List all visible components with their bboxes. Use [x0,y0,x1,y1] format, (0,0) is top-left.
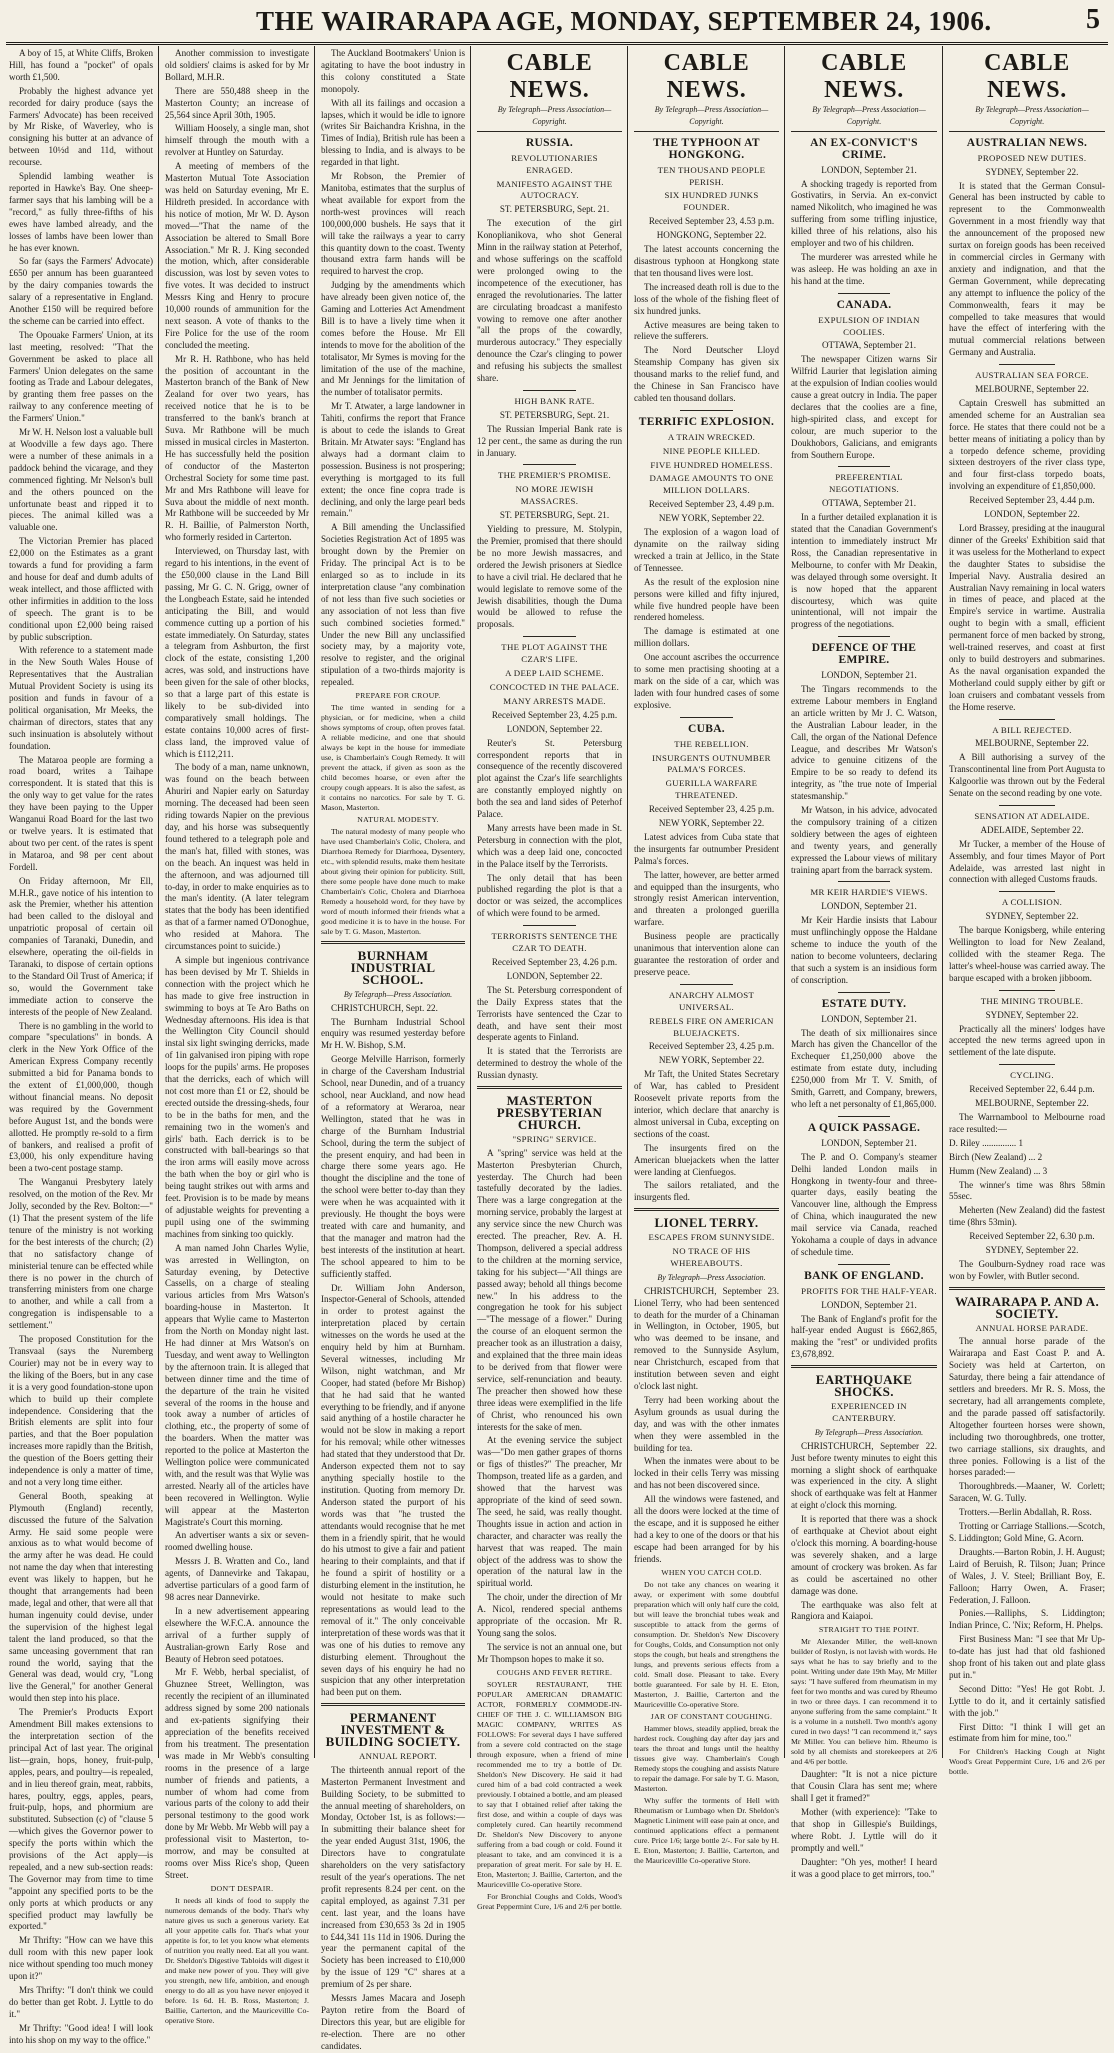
article-paragraph: The increased death roll is due to the loss of the whole of the fishing fleet of six hundred junks. [634,281,779,316]
sub-heading: "SPRING" SERVICE. [512,1133,597,1144]
byline: By Telegraph—Press Association. [343,989,453,999]
article-paragraph: The choir, under the direction of Mr A. Nicol, rendered special anthems appropriate of the occasion. Mr R. Young sang the solos. [477,1592,622,1638]
sub-heading: A BILL REJECTED. [992,724,1072,735]
article-paragraph: The Russian Imperial Bank rate is 12 per cent., the same as during the run in January. [477,423,622,458]
column-3 [316,48,470,2051]
section-heading: WAIRARAPA P. AND A. SOCIETY. [954,1293,1100,1321]
article-paragraph: The winner's time was 8hrs 58min 55sec. [949,1179,1105,1202]
section-heading: PERMANENT INVESTMENT & BUILDING SOCIETY. [325,1710,461,1750]
article-paragraph: Mr F. Webb, herbal specialist, of Ghuznee Street, Wellington, was recently the recipient of an illuminated address signed by some 200 nationals and ex-patients signifying their appreciation of the benefits received from his treatment. The presentation was made in Mr Webb's consulting rooms in the presence of a large number of friends and patients, a number of whom had come from various parts of the colony to add their personal testimony to the good work done by Mr Webb. Mr Webb will pay a professional visit to Masterton, to-morrow, and may be consulted at rooms over Miss Rice's shop, Queen Street. [165,1667,309,1880]
sub-heading: THE MINING TROUBLE. [980,995,1084,1006]
article-paragraph: The explosion of a wagon load of dynamite on the railway siding wrecked a train at Jellico, in the State of Tennessee. [634,527,779,573]
byline: By Telegraph—Press Association. [814,1427,924,1437]
article-paragraph: Reuter's St. Petersburg correspondent reports that in consequence of the recently discovered plot against the Czar's life searchlights are constantly employed nightly on both the sea and land sides of Peterhof Palace. [477,737,622,820]
page-number: 5 [1086,4,1100,35]
article-paragraph: Mr Keir Hardie insists that Labour must unflinchingly oppose the Haldane scheme to induce the youth of the nation to become volunteers, declaring that such a system is an insidious form of conscription. [791,915,937,985]
article-paragraph: It is stated that the Terrorists are determined to destroy the whole of the Russian dynasty. [477,1046,622,1081]
article-paragraph: Business people are practically unanimous that intervention alone can guarantee the restoration of order and preserve peace. [634,931,779,977]
article-paragraph: The latter, however, are better armed and equipped than the insurgents, who strongly resist American intervention, and threaten a prolonged guerilla warfare. [634,869,779,928]
section-heading: AUSTRALIAN NEWS. [966,136,1088,149]
article-paragraph: So far (says the Farmers' Advocate) £650 per annum has been guaranteed by the dairy companies towards the salary of a representative in England. Another £150 will be required before the scheme can be carried into effect. [9,256,153,326]
article-paragraph: The murderer was arrested while he was asleep. He was holding an axe in his hand at the time. [791,251,937,286]
article-paragraph: The body of a man, name unknown, was found on the beach between Ahuriri and Napier early on Saturday morning. The deceased had been seen riding towards Napier on the previous day, and his horse was subsequently found tethered to a telegraph pole and the man's hat, filled with stones, was on the beach. An inquest was held in the afternoon, and was adjourned till to-day, in order to make enquiries as to the man's identity. (A later telegram states that the body has been identified as that of a farmer named O'Donoghue, who resided at Mahora. The circumstances point to suicide.) [165,762,309,952]
dateline: SYDNEY, September 22. [985,1009,1079,1020]
article-paragraph: One account ascribes the occurrence to some men practising shooting at a mark on the side of a car, which was laden with four hundred cases of some explosive. [634,652,779,710]
article-paragraph: Probably the highest advance yet recorded for dairy produce (says the Farmers' Advocate) has been received by Mr Riske, of Waverley, who is consigning his butter at an advance of between 10½d and 11d, without recourse. [9,85,153,168]
section-heading: AN EX-CONVICT'S CRIME. [810,136,918,161]
article-paragraph: CHRISTCHURCH, September 23. Lionel Terry, who had been sentenced to death for the murder of a Chinaman in Wellington, in October, 1905, but who was deemed to be insane, and removed to the Sunnyside Asylum, near Christchurch, escaped from that institution between seven and eight o'clock last night. [634,1285,779,1391]
article-paragraph: The Opouake Farmers' Union, at its last meeting, resolved: "That the Government be asked to place all Farmers' Union delegates on the same footing as Trade and Labour delegates, by granting them free passes on the railway to any conference meeting of the Farmers' Union." [9,329,153,424]
article-paragraph: The Goulburn-Sydney road race was won by Fowler, with Butler second. [949,1258,1105,1281]
article-paragraph: Captain Creswell has submitted an amended scheme for an Australian sea force. He states that there could not be a better means of initiating a policy than by a torpedo defence scheme, providing sixteen destroyers of the river class type, and four first-class torpedo boats, involving an expenditure of £1,850,000. [949,397,1105,492]
column-1 [4,48,158,2045]
dateline: Received September 23, 4.25 p.m. [648,1041,775,1052]
cable-news-title: CABLE NEWS. [821,50,907,103]
byline: By Telegraph—Press Association—Copyright. [812,105,926,126]
section-heading: TERRIFIC EXPLOSION. [638,415,775,428]
article-paragraph: Trotting or Carriage Stallions.—Scotch, S. Liddington; Gold Mine, G. Acorn. [949,1521,1105,1543]
article-paragraph: Mr Watson, in his advice, advocated the compulsory training of a citizen soldiery between the ages of eighteen and twenty years, and generally expressed the Labour views of military training apart from the barrack system. [791,805,937,875]
article-paragraph: The sailors retaliated, and the insurgents fled. [634,1180,779,1203]
article-paragraph: A Bill amending the Unclassified Societies Registration Act of 1895 was brought down by the Premier on Friday. The principal Act is to be enlarged so as to include in its interpretation clause "any combination of not less than five such societies or any association of not less than five such combined societies formed." Under the new Bill any unclassified society may, by a majority vote, resolve to register, and the original stipulation of a two-thirds majority is repealed. [321,522,465,688]
article-paragraph: In a further detailed explanation it is stated that the Canadian Government's intention to immediately instruct Mr Ross, the Canadian representative in Melbourne, to confer with Mr Deakin, was delayed through some oversight. It is now hoped that the apparent discourtesy, which was quite unintentional, will not impair the progress of the negotiations. [791,512,937,630]
article-paragraph: Many arrests have been made in St. Petersburg in connection with the plot, which was a deep laid one, concocted in the Palace itself by the Terrorists. [477,822,622,869]
dateline: LONDON, September 22. [984,509,1080,520]
byline: By Telegraph—Press Association—Copyright. [654,105,769,126]
article-paragraph: Another commission to investigate old soldiers' claims is asked for by Mr Bollard, M.H.R. [165,48,309,82]
cable-news-title: CABLE NEWS. [984,50,1070,103]
article-paragraph: The execution of the girl Konoplianikova, who shot General Minn in the railway station at Peterhof, and whose sufferings on the scaffold were prolonged owing to the incompetence of the executioner, has enraged the revolutionaries. The latter are circulating broadcast a manifesto vowing to remove one after another "all the props of the cowardly, murderous autocracy." They especially denounce the Czar's clinging to power and refusing his subjects the smallest share. [477,218,622,384]
article-paragraph: Latest advices from Cuba state that the insurgents far outnumber President Palma's forces. [634,831,779,866]
article-paragraph: The newspaper Citizen warns Sir Wilfrid Laurier that legislation aiming at the expulsion of Indian coolies would cause a great outcry in India. The paper declares that the coolies are a fine, high-spirited class, and except for colour, are much superior to the Doukhobors, Galicians, and emigrants from Southern Europe. [791,354,937,460]
sub-heading: CONCOCTED IN THE PALACE. [489,681,620,692]
section-heading: DEFENCE OF THE EMPIRE. [811,642,917,667]
advert-heading: JAR OF CONSTANT COUGHING. [650,1711,773,1721]
advert-body: Mr Alexander Miller, the well-known builder of Roslyn, is not lavish with words. He says what he has to say briefly and to the point. Writing under date 19th May, Mr Miller says: "I have suffered from rheumatism in my feet for two months and was cured by Rheumo in two or three days. I can recommend it to anyone suffering from the same complaint." It is a volume in a nutshell. Two month's agony cured in two days! "I can recommend it," says Mr Miller. You can believe him. Rheumo is sold by all chemists and storekeepers at 2/6 and 4/6 per bottle. [791,1637,937,1767]
masthead [6,4,1108,45]
dateline: LONDON, September 22. [506,970,603,981]
article-paragraph: The Premier's Products Export Amendment Bill makes extensions to the interpretation section of the principal Act of last year. The original list—grain, hops, honey, fruit-pulp, apples, pears, and poultry—is repealed, and in lieu thereof grain, meat, rabbits, hares, poultry, eggs, apples, pears, fruit-pulp, hops, and phormium are substituted. Subsection (c) of "clause 5—which gives the Governor power to specify the ports within which the provisions of the Act apply—is repealed, and a new sub-section reads: The Governor may from time to time "appoint any specified ports to be the only ports at which products or any specified product may lawfully be exported." [9,1707,153,1932]
article-paragraph: The Bank of England's profit for the half-year ended August is £662,865, making the "rest" or undivided profits £3,678,892. [791,1313,937,1360]
section-heading: A QUICK PASSAGE. [807,1121,921,1134]
column-rule [314,46,315,1758]
article-paragraph: A boy of 15, at White Cliffs, Broken Hill, has found a "pocket" of opals worth £1,500. [9,48,153,82]
dateline: Received September 23, 4.25 p.m. [648,804,775,815]
advert-heading: WHEN YOU CATCH COLD. [661,1567,762,1577]
section-heading: BURNHAM INDUSTRIAL SCHOOL. [350,948,436,987]
dateline: Received September 23, 4.49 p.m. [648,499,775,510]
article-paragraph: With reference to a statement made in the New South Wales House of Representatives that the Australian Mutual Provident Society is using its position and funds in favour of a political organisation, Mr Meeks, the chairman of directors, states that any such insinuation is absolutely without foundation. [9,645,153,751]
article-paragraph: The death of six millionaires since March has given the Chancellor of the Exchequer £1,250,000 above the estimate from estate duty, including £250,000 from Mr T. V. Smith, of Smith, Garrett, and Company, brewers, who left a net personalty of £1,865,000. [791,1027,937,1109]
dateline: Received September 23, 4.26 p.m. [491,957,618,967]
article-paragraph: Mr Thrifty: "How can we have this dull room with this new paper look nice without spending too much money upon it?" [9,1935,153,1982]
advert-body: The time wanted in sending for a physician, or for medicine, when a child shows symptoms of croup, often proves fatal. A reliable medicine, and one that should always be kept in the house for immediate use, is Chamberlain's Cough Remedy. It will prevent the attack, if given as soon as the child becomes hoarse, or even after the croupy cough appears. It is also the safest, as it contains no narcotics. For sale by T. G. Mason, Masterton. [321,703,465,813]
sub-heading: PROFITS FOR THE HALF-YEAR. [801,1285,937,1296]
dateline: LONDON, September 21. [821,1013,917,1024]
article-paragraph: At the evening service the subject was—"Do men gather grapes of thorns or figs of thistles?" The preacher, Mr Thompson, treated life as a garden, and showed that the harvest was appropriate of the kind of seed sown. The seed, he said, was really thought. Thoughts issue in action and action in character, and character was really the harvest that was reaped. The main object of the address was to show the operation of the natural law in the spiritual world. [477,1435,622,1589]
article-paragraph: Messrs J. B. Wratten and Co., land agents, of Dannevirke and Takapau, advertise particulars of a good farm of 98 acres near Dannevirke. [165,1556,309,1602]
article-paragraph: In a new advertisement appearing elsewhere the W.F.C.A. announce the arrival of a further supply of Australian-grown Early Rose and Beauty of Hebron seed potatoes. [165,1605,309,1664]
race-result: D. Riley ............... 1 [949,1137,1024,1148]
sub-heading: AUSTRALIAN SEA FORCE. [975,370,1089,381]
article-paragraph: A man named John Charles Wylie, was arrested in Wellington, on Saturday evening, by Detective Cassells, on a charge of stealing various articles from Mrs Watson's boarding-house in Masterton. It appears that Wylie came to Masterton from the North on Monday night last. He had dinner at Mrs Watson's on Tuesday, and went away to Wellington by the afternoon train. It is alleged that between dinner time and the time of the departure of the train he visited several of the rooms in the house and took away a number of articles of clothing, etc., the property of some of the boarders. When the matter was reported to the police at Masterton the Wellington police were communicated with, and the result was that Wylie was arrested. Nearly all of the articles have been recovered in Wellington. Wylie will appear at the Masterton Magistrate's Court this morning. [165,1242,309,1527]
race-result: Humm (New Zealand) ... 3 [949,1165,1048,1176]
sub-heading: THE PREMIER'S PROMISE. [497,470,612,481]
dateline: NEW YORK, September 22. [658,1055,765,1066]
article-paragraph: The St. Petersburg correspondent of the Daily Express states that the Terrorists have sentenced the Czar to death, and have sent their most desperate agents to Finland. [477,984,622,1043]
article-paragraph: The Nord Deutscher Lloyd Steamship Company has given six thousand marks to the relief fund, and the Chinese in San Francisco have cabled ten thousand dollars. [634,345,779,403]
article-paragraph: Meherten (New Zealand) did the fastest time (8hrs 53min). [949,1205,1105,1228]
article-paragraph: The Victorian Premier has placed £2,000 on the Estimates as a grant towards a fund for providing a farm and house for deaf and dumb adults of weak intellect, and those afflicted with other infirmities in addition to the loss of speech. The grant is to be conditional upon £2,000 being raised by public subscription. [9,536,153,642]
article-paragraph: Mr Tucker, a member of the House of Assembly, and four times Mayor of Port Adelaide, was arrested last night in connection with alleged Customs frauds. [949,838,1105,885]
article-paragraph: CHRISTCHURCH, September 22. Just before twenty minutes to eight this morning a slight shock of earthquake was experienced in the city. A slight shock of earthquake was felt at Hanmer at eight o'clock this morning. [791,1440,937,1511]
dateline: ADELAIDE, September 22. [980,824,1084,835]
sub-heading: MR KEIR HARDIE'S VIEWS. [810,887,928,898]
sub-heading: REVOLUTIONARIES ENRAGED. [511,152,598,175]
article-paragraph: CHRISTCHURCH, Sept. 22. [331,1002,438,1013]
dateline: SYDNEY, September 22. [985,166,1079,177]
article-paragraph: Second Ditto: "Yes! He got Robt. J. Lyttle to do it, and it certainly satisfied with the job." [949,1683,1105,1718]
article-paragraph: The earthquake was also felt at Rangiora and Kaiapoi. [791,1599,937,1622]
article-paragraph: The only detail that has been published regarding the plot is that a doctor or was seized, the accomplices of which were found to be armed. [477,872,622,919]
dateline: MELBOURNE, September 22. [975,738,1089,749]
column-2 [160,48,314,2025]
dateline: ST. PETERSBURG, Sept. 21. [499,409,610,420]
section-heading: EARTHQUAKE SHOCKS. [815,1372,913,1400]
dateline: ST. PETERSBURG, Sept. 21. [499,510,610,521]
sub-heading: SENSATION AT ADELAIDE. [974,810,1090,821]
advert-body: For Children's Hacking Cough at Night Wood's Great Peppermint Cure, 1/6 and 2/6 per bottle. [949,1747,1105,1777]
sub-heading: EXPERIENCED IN CANTERBURY. [831,1401,907,1423]
article-paragraph: The Auckland Bootmakers' Union is agitating to have the boot industry in this colony constituted a State monopoly. [321,48,465,94]
article-paragraph: Splendid lambing weather is reported in Hawke's Bay. One sheep-farmer says that his lambing will be a "record," as fully three-fifths of his ewes have lambed already, and the losses of lambs have been lower than he has ever known. [9,171,153,253]
article-paragraph: Messrs James Macara and Joseph Payton retire from the Board of Directors this year, but are eligible for re-election. There are no other candidates. [321,1993,465,2051]
advert-heading: COUGHS AND FEVER RETIRE. [496,1667,613,1677]
sub-heading: ANNUAL HORSE PARADE. [975,1322,1089,1333]
article-paragraph: A "spring" service was held at the Masterton Presbyterian Church, yesterday. The Church had been tastefully decorated by the ladies. There was a large congregation at the morning service, probably the largest at any service since the new Church was erected. The preacher, Rev. A. H. Thompson, delivered a special address to the children at the morning service, taking for his subject—"All things are passed away; behold all things become new." In his address to the congregation he took for his subject—"The message of a flower." During the course of an eloquent sermon the preacher took as an illustration a daisy, and explained that the three main ideas to be derived from that flower were service, self-renunciation and beauty. The preacher then showed how these three ideas were exemplified in the life of Christ, who renounced his own interests for the sake of men. [477,1147,622,1432]
article-paragraph: There is no gambling in the world to compare "speculations" in bonds. A clerk in the New York Office of the American Express Company recently submitted a bid for Panama bonds to the extent of £1,000,000, though without financial means. No deposit was required by the Government before August 1st, and the bonds were allotted. He promptly re-sold to a firm of bankers, and realised a profit of £3,000, his only expenditure having been a two-cent postage stamp. [9,1020,153,1174]
article-paragraph: Judging by the amendments which have already been given notice of, the Gaming and Lotteries Act Amendment Bill is to have a lively time when it comes before the House. Mr Ell intends to move for the abolition of the totalisator, Mr Symes is moving for the limitation of the use of the machine, and Mr Jennings for the limitation of the number of totalisator permits. [321,280,465,398]
dateline: LONDON, September 21. [821,1137,917,1148]
section-heading: LIONEL TERRY. [654,1215,759,1231]
section-heading: CUBA. [688,722,725,735]
advert-heading: NATURAL MODESTY. [357,815,439,825]
article-paragraph: The annual horse parade of the Wairarapa and East Coast P. and A. Society was held at Carterton, on Saturday, there being a fair attendance of settlers and breeders. Mr R. S. Moss, the secretary, had all arrangements complete, and the parade passed off satisfactorily. Altogether fourteen horses were shown, including two thoroughbreds, one trotter, two carriage stallions, six draughts, and three ponies. Following is a list of the horses paraded:— [949,1336,1105,1478]
article-paragraph: As the result of the explosion nine persons were killed and fifty injured, while five hundred people have been rendered homeless. [634,576,779,623]
article-paragraph: The Tingars recommends to the extreme Labour members in England an article written by Mr J. C. Watson, the Australian Labour leader, in the Call, the organ of the National Defence League, and describes Mr Watson's advice to genuine citizens of the Empire to be so ready to defend its integrity, as "the true note of Imperial statesmanship." [791,683,937,802]
column-6 [786,48,942,1879]
article-paragraph: The insurgents fired on the American bluejackets when the latter were landing at Cienfuegos. [634,1142,779,1177]
article-paragraph: Interviewed, on Thursday last, with regard to his intentions, in the event of the £50,000 clause in the Land Bill passing, Mr G. C. N. Grigg, owner of the Longbeach Estate, said he intended anticipating the Bill, and would commence cutting up a portion of his estate immediately. On Saturday, states a telegram from Ashburton, the first clock of the estate, consisting 1,200 acres, was sold, and instructions have been given for the sale of other blocks, so that a large part of this estate is likely to be sub-divided into comparatively small holdings. The estate contains 10,000 acres of first-class land, the improved value of which is £112,211. [165,546,309,759]
dateline: SYDNEY, September 22. [985,1245,1079,1256]
article-paragraph: Dr. William John Anderson, Inspector-General of Schools, attended in order to protest against the interpretation placed by certain witnesses on the words he used at the enquiry held by him at Burnham. Several witnesses, including Mr Wilson, night watchman, and Mr Cooper, had stated (before Mr Bishop) that he had said that he wanted everything to be friendly, and if anyone said anything of a hostile character he would not be slow in making a report for his removal; while other witnesses had stated that they understood that Dr. Anderson expected them not to say anything specially hostile to the institution. Quoting from memory Dr. Anderson stated the purport of his words was that "he trusted the attendants would recognise that he met them in a friendly spirit, that he would do his utmost to give a fair and patient hearing to their complaints, and that if he found a spirit of hostility or a disturbing element in the institution, he would not hesitate to make such representations as would lead to the removal of it." The only conceivable interpretation of these words was that it was one of his duties to remove any disturbing element. Throughout the seven days of his enquiry he had no suspicion that any other interpretation had been put on them. [321,1282,465,1698]
dateline: OTTAWA, September 21. [821,498,916,509]
dateline: LONDON, September 21. [821,670,917,681]
sub-heading: MANIFESTO AGAINST THE AUTOCRACY. [496,178,613,201]
column-4 [472,48,627,1911]
article-paragraph: Mrs Thrifty: "I don't think we could do better than get Robt. J. Lyttle to do it." [9,1985,153,2019]
dateline: NEW YORK, September 22. [658,818,765,829]
sub-heading: PREFERENTIAL NEGOTIATIONS. [828,472,903,495]
sub-heading: ANNUAL REPORT. [359,1750,437,1761]
sub-heading: FIVE HUNDRED HOMELESS. [650,459,773,470]
article-paragraph: The P. and O. Company's steamer Delhi landed London mails in Hongkong in twenty-four and three-quarter days, easily beating the Vancouver line, although the Empress of China, which inaugurated the new mail service via Canada, reached Yokohama a couple of days in advance of schedule time. [791,1151,937,1257]
article-paragraph: There are 550,488 sheep in the Masterton County; an increase of 25,564 since April 30th, 1905. [165,85,309,120]
column-rule [942,46,943,1758]
article-paragraph: The service is not an annual one, but Mr Thompson hopes to make it so. [477,1641,622,1664]
sub-heading: EXPULSION OF INDIAN COOLIES. [818,314,920,337]
column-rule [470,46,471,1758]
article-paragraph: Ponies.—Ralliphs, S. Liddington; Indian Prince, C. 'Nix; Reform, H. Phelps. [949,1608,1105,1631]
column-rule [784,46,785,1758]
dateline: OTTAWA, September 21. [821,340,916,351]
dateline: MELBOURNE, September 22. [975,384,1089,395]
sub-heading: THE REBELLION. [674,738,749,749]
sub-heading: THE PLOT AGAINST THE CZAR'S LIFE. [501,642,608,665]
sub-heading: A TRAIN WRECKED. [667,431,756,442]
article-paragraph: The latest accounts concerning the disastrous typhoon at Hongkong state that ten thousand lives were lost. [634,244,779,278]
byline: By Telegraph—Press Association—Copyright. [975,105,1089,126]
sub-heading: TEN THOUSAND PEOPLE PERISH. [657,164,766,187]
advert-body: Hammer blows, steadily applied, break the hardest rock. Coughing day after day jars and tears the throat and lungs until the healthy tissues give way. Chamberlain's Cough Remedy stops the coughing and assists Nature to repair the damage. For sale by T. G. Mason, Masterton. [634,1723,779,1793]
column-rule [158,46,159,1758]
article-paragraph: An advertiser wants a six or seven-roomed dwelling house. [165,1530,309,1553]
article-paragraph: Mother (with experience): "Take to that shop in Gillespie's Buildings, where Robt. J. Lyttle will do it promptly and well." [791,1807,937,1853]
section-heading: BANK OF ENGLAND. [804,1269,924,1282]
article-paragraph: First Ditto: "I think I will get an estimate from him for mine, too." [949,1721,1105,1744]
advert-heading: STRAIGHT TO THE POINT. [818,1625,920,1635]
article-paragraph: The damage is estimated at one million dollars. [634,626,779,649]
cable-news-title: CABLE NEWS. [506,50,593,103]
dateline: LONDON, September 21. [821,901,917,912]
sub-heading: DAMAGE AMOUNTS TO ONE MILLION DOLLARS. [649,473,774,496]
article-paragraph: Daughter: "It is not a nice picture that Cousin Clara has sent me; where shall I get it framed?" [791,1769,937,1804]
article-paragraph: Mr R. H. Rathbone, who has held the position of accountant in the Masterton branch of the Bank of New Zealand for over two years, has received notice that he is to be transferred to the bank's branch at Suva. Mr Rathbone will be much missed in musical circles in Masterton. He has successfully held the position of conductor of the Masterton Orchestral Society for some time past. Mr and Mrs Rathbone will leave for Suva about the middle of next month. Mr Rathbone will be succeeded by Mr R. H. Baillie, of Palmerston North, who formerly resided in Carterton. [165,353,309,543]
dateline: Received September 23, 4.44 p.m. [969,495,1095,506]
advert-body: For Bronchial Coughs and Colds, Wood's Great Peppermint Cure, 1/6 and 2/6 per bottle. [477,1891,622,1911]
article-paragraph: Mr Taft, the United States Secretary of War, has cabled to President Roosevelt private reports from the interior, which declare that anarchy is almost universal in Cuba, excepting on sections of the coast. [634,1069,779,1139]
dateline: SYDNEY, September 22. [985,911,1079,922]
sub-heading: NO TRACE OF HIS WHEREABOUTS. [670,1246,751,1268]
article-paragraph: When the inmates were about to be locked in their cells Terry was missing and has not been discovered since. [634,1456,779,1491]
article-paragraph: On Friday afternoon, Mr Ell, M.H.R., gave notice of his intention to ask the Premier, whether his attention had been called to the disloyal and unpatriotic proposal of certain oil companies of Taranaki, Dunedin, and elsewhere, operating the oil-fields in Taranaki, to dispose of certain options to the Standard Oil Trust of America; if so, would the Government take immediate action to conserve the interests of the people of New Zealand. [9,875,153,1017]
dateline: Received September 22, 6.44 p.m. [969,1084,1095,1095]
column-7 [944,48,1110,1777]
newspaper-title: THE WAIRARAPA AGE, MONDAY, SEPTEMBER 24, 1906. [256,6,992,36]
column-5 [629,48,784,1865]
byline: By Telegraph—Press Association—Copyright. [497,105,612,126]
sub-heading: A COLLISION. [1001,897,1063,908]
advert-body: SOYLER RESTAURANT, THE POPULAR AMERICAN DRAMATIC ACTOR, FORMERLY COMMODE-IN-CHIEF OF THE J. C. WILLIAMSON BIG MAGIC COMPANY, WRITES AS FOLLOWS: For several days I have suffered from a severe cold contracted on the stage through exposure, when a friend of mine recommended me to try a bottle of Dr. Sheldon's New Discovery. He said it had cured him of a bad cold contracted a week previously. I obtained a bottle, and am pleased to say that I obtained relief after taking the first dose, and within a couple of days was completely cured. Can heartily recommend Dr. Sheldon's New Discovery to anyone suffering from a bad cough or cold. Found it pleasant to take, and am convinced it is a preparation of great merit. For sale by H. E. Eton, Masterton; J. Baillie, Carterton, and the Mauricevillle Co-operative Store. [477,1679,622,1889]
article-paragraph: Yielding to pressure, M. Stolypin, the Premier, promised that there should be no more Jewish massacres, and ordered the Jewish prisoners at Siedlce to have a civil trial. He declared that he would legislate to remove some of the Jewish disabilities, though the Duma would be allowed to refuse the proposals. [477,524,622,630]
article-paragraph: The Wanganui Presbytery lately resolved, on the motion of the Rev. Mr Jolly, seconded by the Rev. Bolton:—"(1) That the present system of the life tenure of the ministry is not working for the best interests of the church; (2) that no satisfactory change of ministerial tenure can be effected while there is no power in the church of transferring ministers from one charge to another, and while a call from a congregation is indispensable to a settlement." [9,1177,153,1331]
article-paragraph: Draughts.—Barton Robin, J. H. August; Laird of Beruish, R. Tilson; Juan; Prince of Wales, J. V. Steel; Brilliant Boy, E. Falloon; Harry Owen, A. Fraser; Federation, J. Falloon. [949,1546,1106,1605]
article-paragraph: The Warrnambool to Melbourne road race resulted:— [949,1111,1105,1134]
article-paragraph: William Hoosely, a single man, shot himself through the mouth with a revolver at Huntley on Saturday. [165,123,309,158]
byline: By Telegraph—Press Association. [657,1272,766,1282]
dateline: ST. PETERSBURG, Sept. 21. [499,204,610,215]
article-paragraph: Trotters.—Berlin Abdallah, R. Ross. [959,1507,1092,1518]
advert-body: Why suffer the torments of Hell with Rheumatism or Lumbago when Dr. Sheldon's Magnetic Liniment will ease pain at once, and continued applications effect a permanent cure. Price 1/6; large bottle 2/-. For sale by H. E. Eton, Masterton; J. Baillie, Carterton, and the Mauricevillle Co-operative Store. [634,1795,779,1865]
dateline: Received September 22, 6.30 p.m. [969,1231,1095,1242]
sub-heading: NO MORE JEWISH MASSACRES. [515,484,594,507]
advert-heading: PREPARE FOR CROUP. [355,691,441,701]
article-paragraph: The thirteenth annual report of the Masterton Permanent Investment and Building Society, to be submitted to the annual meeting of shareholders, on Monday, October 1st, is as follows:—In submitting their balance sheet for the year ended August 31st, 1906, the Directors have to congratulate shareholders on the very satisfactory result of the year's operations. The net profit represents 8.24 per cent. on the capital employed, as against 7.31 per cent. last year, and the loans have increased from £30,653 3s 2d in 1905 to £44,341 11s 11d in 1906. During the year the permanent capital of the Society has been increased to £10,000 by the issue of 129 "C" shares at a premium of 2s per share. [321,1764,465,1990]
advert-body: It needs all kinds of food to supply the numerous demands of the body. That's why nature gives us such a generous variety. Eat all your appetite calls for. That's what your appetite is for, to let you know what elements of nutrition you really need. Eat all you want. Dr. Sheldon's Digestive Tabloids will digest it and make new power of you. They will give you strength, new life, ambition, and enough energy to do all as you have never enjoyed it before. 1s 6d. H. B. Ross, Masterton; J. Baillie, Carterton, and the Mauricevillle Co-operative Store. [165,1895,309,2025]
article-paragraph: It is reported that there was a shock of earthquake at Cheviot about eight o'clock this morning. A boarding-house was severely shaken, and a large amount of crockery was broken. As far as could be ascertained no other damage was done. [791,1514,937,1596]
section-heading: ESTATE DUTY. [821,997,907,1010]
sub-heading: A DEEP LAID SCHEME. [505,668,604,679]
sub-heading: PROPOSED NEW DUTIES. [977,152,1087,163]
article-paragraph: All the windows were fastened, and all the doors were locked at the time of the escape, and it is supposed he either had a key to one of the doors or that his escape had been arranged for by his friends. [634,1494,779,1564]
dateline: LONDON, September 22. [506,723,603,734]
sub-heading: HIGH BANK RATE. [514,395,595,406]
sub-heading: TERRORISTS SENTENCE THE CZAR TO DEATH. [491,931,618,954]
article-paragraph: Practically all the miners' lodges have accepted the new terms agreed upon in settlement of the late dispute. [949,1023,1105,1058]
article-paragraph: Thoroughbreds.—Maaner, W. Corlett; Saracen, W. G. Tully. [949,1481,1105,1504]
article-paragraph: Mr Robson, the Premier of Manitoba, estimates that the surplus of wheat available for export from the north-west provinces will reach 100,000,000 bushels. He says that it will take the railways a year to carry this quantity down to the coast. Twenty thousand extra farm hands will be required to harvest the crop. [321,171,465,277]
sub-heading: ANARCHY ALMOST UNIVERSAL. [668,989,755,1012]
advert-body: Do not take any chances on wearing it away, or experiment with some doubtful preparation which will only half cure the cold, but will leave the bronchial tubes weak and susceptible to attack from the germs of consumption. Dr. Sheldon's New Discovery for Coughs, Colds, and Consumption not only stops the cough, but heals and strengthens the lungs, and prevents serious effects from a cold. Small dose. Pleasant to take. Every bottle guaranteed. For sale by H. E. Eton, Masterton, J. Baillie, Carterton and the Mauricevillle Co-operative Store. [634,1579,779,1709]
article-paragraph: Active measures are being taken to relieve the sufferers. [634,319,779,342]
dateline: MELBOURNE, September 22. [975,1098,1089,1109]
cable-news-title: CABLE NEWS. [663,50,750,103]
article-paragraph: Mr W. H. Nelson lost a valuable bull at Woodville a few days ago. There were a number of these animals in a paddock behind the vicarage, and they commenced fighting. Mr Nelson's bull and the others pounced on the unfortunate beast and ripped it to pieces. The animal killed was a valuable one. [9,427,153,533]
sub-heading: MANY ARRESTS MADE. [503,695,606,706]
dateline: Received September 23, 4.25 p.m. [491,709,618,720]
section-heading: THE TYPHOON AT HONGKONG. [653,136,760,161]
sub-heading: CYCLING. [1010,1070,1054,1081]
section-heading: CANADA. [836,298,892,311]
article-paragraph: Mr Thrifty: "Good idea! I will look into his shop on my way to the office." [9,2022,153,2045]
sub-heading: GUERILLA WARFARE THREATENED. [665,778,758,801]
sub-heading: ESCAPES FROM SUNNYSIDE. [648,1232,775,1243]
article-paragraph: George Melville Harrison, formerly in charge of the Caversham Industrial School, near Dunedin, and of a truancy school, near Auckland, and now head of a reformatory at Weraroa, near Wellington, stated that he was in charge of the Burnham Industrial School, during the term the subject of the present enquiry, and had been in charge there some years ago. He thought the discipline and the tone of the school were better to-day than they were when he was acquainted with it previously. He thought the boys were treated with care and humanity, and that the manager and matron had the best interests of the institution at heart. The school appeared to him to be sufficiently staffed. [321,1054,465,1279]
dateline: HONGKONG, September 22. [656,230,767,241]
article-paragraph: The barque Konigsberg, while entering Wellington to load for New Zealand, collided with the steamer Rega. The latter's wheel-house was carried away. The barque escaped with a broken jibboom. [949,925,1105,983]
sub-heading: INSURGENTS OUTNUMBER PALMA'S FORCES. [652,752,771,775]
dateline: Received September 23, 4.53 p.m. [648,216,775,227]
article-paragraph: Mr T. Atwater, a large landowner in Tahiti, confirms the report that France is about to cede the islands to Great Britain. Mr Atwater says: "England has always had a dormant claim to possession. Business is not prospering; everything is mortgaged to its full extent; the once fine copra trade is declining, and only the large pearl beds remain." [321,401,465,519]
article-paragraph: Daughter: "Oh yes, mother! I heard it was a good place to get mirrors, too." [791,1856,937,1879]
race-result: Birch (New Zealand) ... 2 [949,1151,1043,1162]
dateline: NEW YORK, September 22. [658,513,765,524]
advert-body: The natural modesty of many people who have used Chamberlain's Colic, Cholera, and Diarrhoea Remedy for Diarrhoea, Dysentery, etc., with splendid results, make them hesitate about giving their opinion for publicity. Still, there some people have done much to make Chamberlain's Colic, Cholera and Diarrhoea Remedy a household word, for they have by word of mouth informed their friends what a good medicine it is to have in the house. For sale by T. G. Mason, Masterton. [321,827,465,937]
sub-heading: NINE PEOPLE KILLED. [662,445,761,456]
dateline: LONDON, September 21. [821,164,917,175]
advert-heading: DON'T DESPAIR. [210,1883,274,1893]
article-paragraph: A simple but ingenious contrivance has been devised by Mr T. Shields in connection with the project which he has made to give free instruction in swimming to boys at Te Aro Baths on Wednesday afternoons. His idea is that the Wellington City Council should instal six light swinging derricks, made of 1in galvanised iron piping with rope loops for the pupils' arms. He proposes that the derricks, each of which will not cost more than £1 or £2, should be erected outside the dressing-sheds, four to be in the baths for men, and the remaining two in the women's and girls' bath. Each derrick is to be constructed with ball-bearings so that the iron arms will easily move across the bath when the boy or girl who is being taught strikes out with arms and feet. Provision is to be made by means of adjustable weights for preventing a pupil using one of the swimming machines from sinking too quickly. [165,954,309,1239]
section-heading: RUSSIA. [525,136,574,149]
article-paragraph: A Bill authorising a survey of the Transcontinental line from Port Augusta to Kalgoorlie was thrown out by the Federal Senate on the second reading by one vote. [949,752,1105,799]
article-paragraph: The Burnham Industrial School enquiry was resumed yesterday before Mr H. W. Bishop, S.M. [321,1016,465,1051]
sub-heading: REBELS FIRE ON AMERICAN BLUEJACKETS. [649,1015,774,1038]
article-paragraph: General Booth, speaking at Plymouth (England) recently, discussed the future of the Salvation Army. He said some people were anxious as to what would become of the army after he was dead. He could not name the day when that interesting event was likely to happen, but he thought that arrangements had been made, legal and other, that were all that human ingenuity could devise, under the supervision of the highest legal talent the land produced, so that the same unceasing government that ran round the world, saying that the General was dead, would cry, "Long live the General," for another General would then step into his place. [9,1490,153,1704]
article-paragraph: First Business Man: "I see that Mr Up-to-date has just had that old fashioned shop front of his taken out and plate glass put in." [949,1634,1105,1680]
article-paragraph: A shocking tragedy is reported from Gostivatirs, in Servia. An ex-convict named Nikolitch, who imagined he was suffering from some trifling injustice, killed three of his relations, also his employer and two of his children. [791,178,937,249]
section-heading: MASTERTON PRESBYTERIAN CHURCH. [496,1093,603,1132]
sub-heading: SIX HUNDRED JUNKS FOUNDER. [664,190,759,213]
article-paragraph: A meeting of members of the Masterton Mutual Tote Association was held on Saturday evening, Mr E. Hildreth presided. In accordance with his notice of motion, Mr W. D. Ayson moved—"That the name of the Association be altered to Small Bore Association." Mr R. J. King seconded the motion, which, after considerable discussion, was lost by seven votes to five votes. It was decided to instruct Messrs King and Henry to procure 10,000 rounds of ammunition for the next season. A vote of thanks to the Fire Police for the use of the room concluded the meeting. [165,161,309,350]
article-paragraph: The Mataroa people are forming a road board, writes a Taihape correspondent. It is stated that this is the only way to get value for the rates they have been paying to the Upper Wanganui Road Board for the last two or twelve years. It is estimated that about two per cent. of the rates is spent in Mataroa, and 98 per cent about Fordell. [9,754,153,872]
article-paragraph: The proposed Constitution for the Transvaal (says the Nuremberg Courier) may not be in every way to the liking of the Boers, but in any case it is a very good foundation-stone upon which to build up their complete independence. Considering that the British elements are split into four parties, and that the Boer population increases more rapidly than the British, the question of the Boers getting their independence is only a matter of time, and not a very long time either. [9,1334,153,1487]
dateline: LONDON, September 21. [821,1299,917,1310]
article-paragraph: It is stated that the German Consul-General has been instructed by cable to represent to the Commonwealth Government in a most friendly way that the announcement of the proposed new surtax on foreign goods has been received in commercial circles in Germany with anxiety and indignation, and that the German Government, while deprecating any attempt to influence the policy of the Commonwealth, fears it may be compelled to take measures that would have the effect of interfering with the mutual commercial relations between Germany and Australia. [949,180,1105,358]
article-paragraph: Lord Brassey, presiding at the inaugural dinner of the Greeks' Exhibition said that it was useless for the Motherland to expect the daughter States to subsidise the Imperial Navy. Australia desired an Australian Navy remaining in local waters in times of peace, and placed at the Empire's service in wartime. Australia ought to begin with a small, efficient permanent force of men backed by strong, well-trained reserves, and coast at first only to build destroyers and submarines. As the naval organisation expanded the Motherland could supply either by gift or loan cruisers and combatant vessels from the Home reserve. [949,523,1105,712]
article-paragraph: With all its failings and occasion a lapses, which it would be idle to ignore (writes Sir Baichandra Krishna, in the Times of India), British rule has been a blessing to India, and is always to be regarded in that light. [321,97,465,168]
article-paragraph: Terry had been working about the Asylum grounds as usual during the day, and was with the other inmates when they were assembled in the building for tea. [634,1394,779,1453]
column-rule [627,46,628,1758]
